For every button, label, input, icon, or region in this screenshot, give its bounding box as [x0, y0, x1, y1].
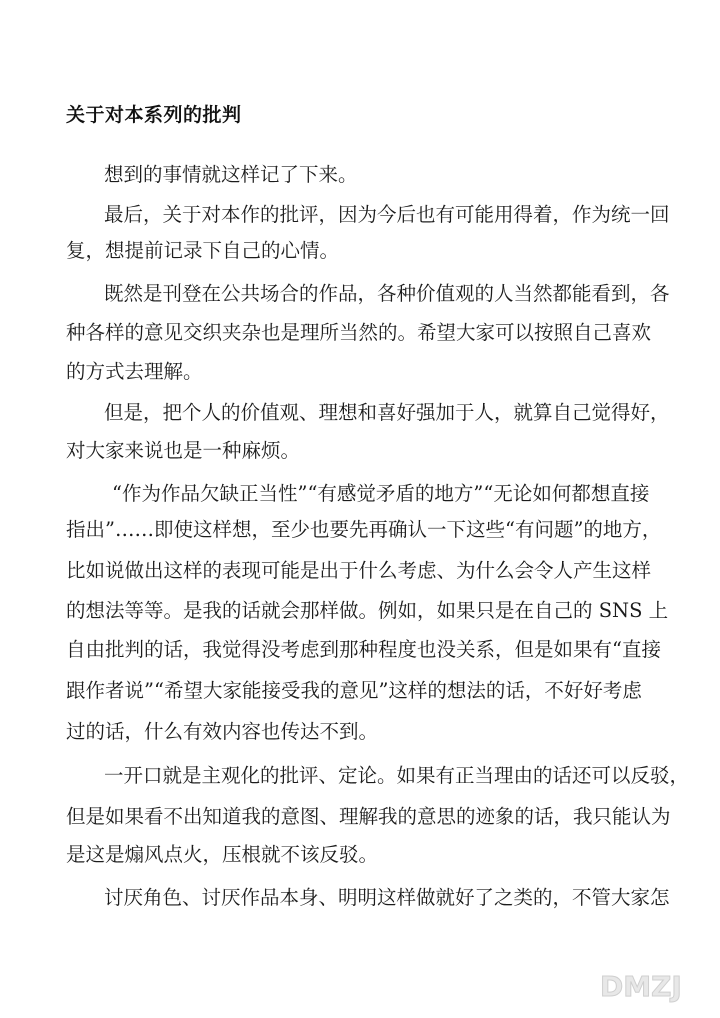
paragraph-line: 跟作者说”“希望大家能接受我的意见”这样的想法的话，不好好考虑 [66, 679, 642, 702]
paragraph-line: 的想法等等。是我的话就会那样做。例如，如果只是在自己的 SNS 上 [66, 599, 669, 622]
paragraph-line: 是这是煽风点火，压根就不该反驳。 [66, 843, 379, 866]
paragraph-line: 复，想提前记录下自己的心情。 [66, 239, 340, 262]
site-watermark-logo [596, 964, 706, 1008]
paragraph-line: 讨厌角色、讨厌作品本身、明明这样做就好了之类的，不管大家怎 [104, 886, 670, 909]
page-title: 关于对本系列的批判 [66, 104, 242, 126]
watermark-logo-icon [596, 964, 706, 1008]
paragraph-line: 想到的事情就这样记了下来。 [104, 163, 358, 186]
paragraph-line: 但是，把个人的价值观、理想和喜好强加于人，就算自己觉得好， [104, 401, 670, 424]
paragraph-line: 种各样的意见交织夹杂也是理所当然的。希望大家可以按照自己喜欢 [66, 321, 652, 344]
paragraph-line: 对大家来说也是一种麻烦。 [66, 439, 301, 462]
paragraph-line: 指出”……即使这样想，至少也要先再确认一下这些“有问题”的地方， [66, 518, 662, 541]
watermark-logo-text: DMZJ [600, 970, 682, 1003]
paragraph-line: 最后，关于对本作的批评，因为今后也有可能用得着，作为统一回 [104, 203, 670, 226]
paragraph-line: 既然是刊登在公共场合的作品，各种价值观的人当然都能看到，各 [104, 282, 670, 305]
paragraph-line: 比如说做出这样的表现可能是出于什么考虑、为什么会令人产生这样 [66, 559, 652, 582]
paragraph-line: “作为作品欠缺正当性”“有感觉矛盾的地方”“无论如何都想直接 [112, 482, 650, 505]
paragraph-line: 一开口就是主观化的批评、定论。如果有正当理由的话还可以反驳， [104, 764, 690, 787]
paragraph-line: 自由批判的话，我觉得没考虑到那种程度也没关系，但是如果有“直接 [66, 638, 661, 661]
paragraph-line: 但是如果看不出知道我的意图、理解我的意思的迹象的话，我只能认为 [66, 805, 671, 828]
paragraph-line: 过的话，什么有效内容也传达不到。 [66, 720, 379, 743]
paragraph-line: 的方式去理解。 [66, 360, 203, 383]
